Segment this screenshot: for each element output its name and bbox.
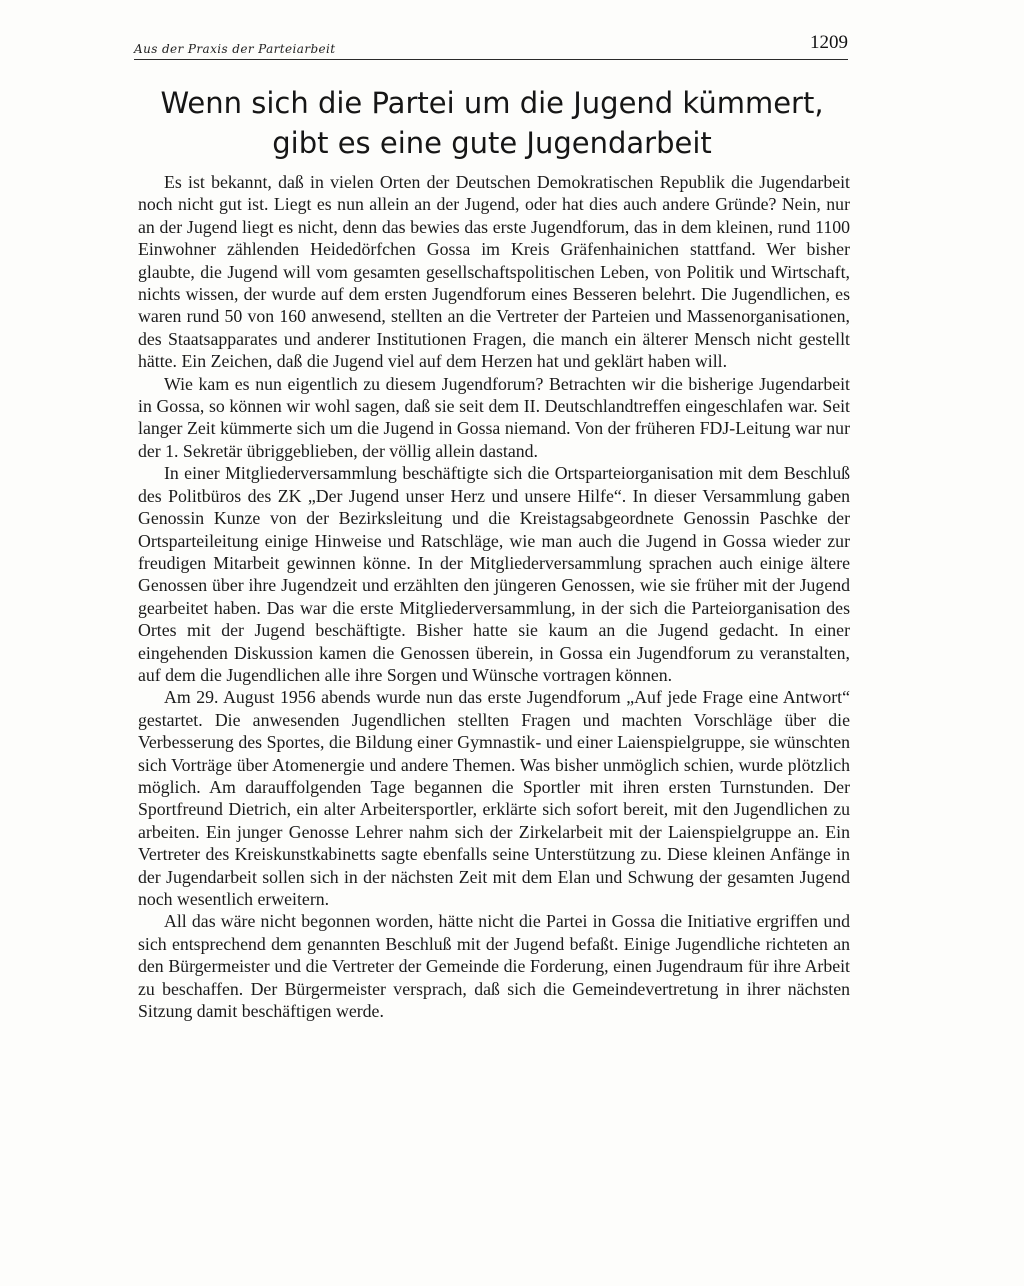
paragraph-3: In einer Mitgliederversammlung beschäftigte sich die Ortsparteiorganisation mit dem Beschluß des Politbüros des ZK „Der Jugend unser Herz und unsere Hilfe“. In dieser Versammlung gaben Genossin Kunze von der Bezirksleitung und die Kreistagsabgeordnete Genossin Paschke der Ortsparteileitung einige Hinweise und Ratschläge, wie man auch die Jugend in Gossa wieder zur freudigen Mitarbeit gewinnen könne. In der Mitgliederversammlung sprachen auch einige ältere Genossen über ihre Jugendzeit und erzählten den jüngeren Genossen, wie sie früher mit der Jugend gearbeitet haben. Das war die erste Mitgliederversammlung, in der sich die Parteiorganisation des Ortes mit der Jugend beschäftigte. Bisher hatte sie kaum an die Jugend gedacht. In einer eingehenden Diskussion kamen die Genossen überein, in Gossa ein Jugendforum zu veranstalten, auf dem die Jugendlichen alle ihre Sorgen und Wünsche vortragen können. xyxy=(138,463,850,685)
paragraph-1: Es ist bekannt, daß in vielen Orten der Deutschen Demokratischen Republik die Jugendarbeit noch nicht gut ist. Liegt es nun allein an der Jugend, oder hat dies auch andere Gründe? Nein, nur an der Jugend liegt es nicht, denn das bewies das erste Jugendforum, das in dem kleinen, rund 1100 Einwohner zählenden Heidedörfchen Gossa im Kreis Gräfenhainichen stattfand. Wer bisher glaubte, die Jugend will vom gesamten gesellschaftspolitischen Leben, von Politik und Wirtschaft, nichts wissen, der wurde auf dem ersten Jugendforum eines Besseren belehrt. Die Jugendlichen, es waren rund 50 von 160 anwesend, stellten an die Vertreter der Parteien und Massenorganisationen, des Staatsapparates und anderer Institutionen Fragen, die manch ein älterer Mensch nicht gestellt hätte. Ein Zeichen, daß die Jugend viel auf dem Herzen hat und geklärt haben will. xyxy=(138,172,850,372)
title-line-1: Wenn sich die Partei um die Jugend kümmert, xyxy=(160,86,824,120)
running-head: Aus der Praxis der Parteiarbeit xyxy=(134,42,336,56)
header-rule xyxy=(134,59,848,60)
paragraph-4: Am 29. August 1956 abends wurde nun das erste Jugendforum „Auf jede Frage eine Antwort“ gestartet. Die anwesenden Jugendlichen stellten Fragen und machten Vorschläge über die Verbesserung des Sportes, die Bildung einer Gymnastik- und einer Laienspielgruppe, sie wünschten sich Vorträge über Atomenergie und andere Themen. Was bisher unmöglich schien, wurde plötzlich möglich. Am darauffolgenden Tage begannen die Sportler mit ihren ersten Turnstunden. Der Sportfreund Dietrich, ein alter Arbeitersportler, erklärte sich sofort bereit, mit den Jugendlichen zu arbeiten. Ein junger Genosse Lehrer nahm sich der Zirkelarbeit mit der Laienspielgruppe an. Ein Vertreter des Kreiskunstkabinetts sagte ebenfalls seine Unterstützung zu. Diese kleinen Anfänge in der Jugendarbeit sollen sich in der nächsten Zeit mit dem Elan und Schwung der gesamten Jugend noch wesentlich erweitern. xyxy=(138,687,850,909)
title-line-2: gibt es eine gute Jugendarbeit xyxy=(272,126,712,160)
paragraph-2: Wie kam es nun eigentlich zu diesem Jugendforum? Betrachten wir die bisherige Jugendarbeit in Gossa, so können wir wohl sagen, daß sie seit dem II. Deutschlandtreffen eingeschlafen war. Seit langer Zeit kümmerte sich um die Jugend in Gossa niemand. Von der früheren FDJ-Leitung war nur der 1. Sekretär übriggeblieben, der völlig allein dastand. xyxy=(138,373,850,461)
article-title xyxy=(134,83,850,163)
article-body xyxy=(138,171,850,1022)
page-header xyxy=(134,32,850,60)
page-number: 1209 xyxy=(810,32,848,53)
paragraph-5: All das wäre nicht begonnen worden, hätte nicht die Partei in Gossa die Initiative ergriffen und sich entsprechend dem genannten Beschluß mit der Jugend befaßt. Einige Jugendliche richteten an den Bürgermeister und die Vertreter der Gemeinde die Forderung, einen Jugendraum für ihre Arbeit zu beschaffen. Der Bürgermeister versprach, daß sich die Gemeindevertretung in ihrer nächsten Sitzung damit beschäftigen werde. xyxy=(138,911,850,1022)
